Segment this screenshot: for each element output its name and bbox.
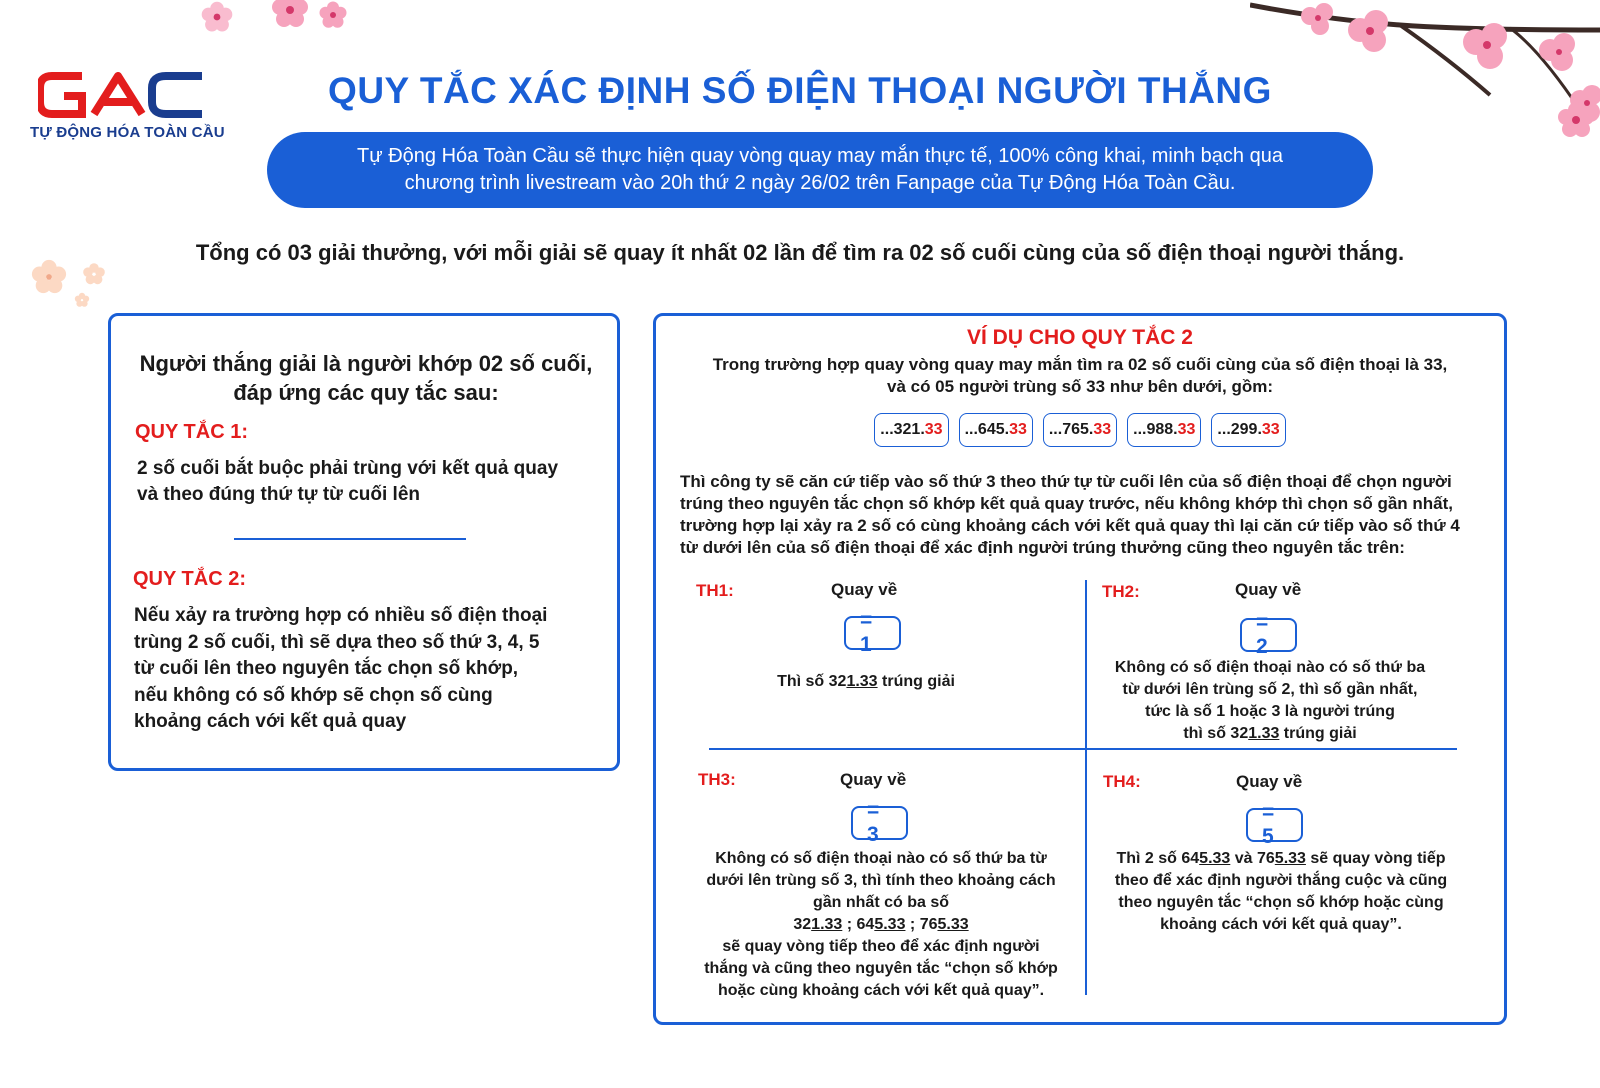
case-3-text-part: ; <box>842 916 857 933</box>
phone-number-chip <box>1127 413 1201 447</box>
case-1-result-badge: = 1 <box>844 616 901 650</box>
rules-divider <box>234 538 466 540</box>
case-4-result-badge: = 5 <box>1246 808 1303 842</box>
blossom-icon <box>200 0 234 34</box>
case-3-line: thắng và cũng theo nguyên tắc “chọn số khớp <box>704 960 1058 977</box>
rule-2-text <box>134 603 604 736</box>
example-explanation <box>680 471 1490 559</box>
phone-number-chip <box>874 413 948 447</box>
rule-2-line: khoảng cách với kết quả quay <box>134 711 407 732</box>
case-3-text-part: 64 <box>856 916 875 933</box>
case-2-line: tức là số 1 hoặc 3 là người trúng <box>1145 703 1395 720</box>
case-3-underlined-number: 5.33 <box>874 916 906 933</box>
case-3-label: TH3: <box>698 770 736 789</box>
blossom-icon <box>82 262 106 286</box>
case-4-text-part: 64 <box>1181 850 1200 867</box>
phone-prefix: ...645. <box>964 421 1010 438</box>
case-2-label: TH2: <box>1102 582 1140 601</box>
case-4-line: khoảng cách với kết quả quay”. <box>1160 916 1402 933</box>
case-3-text-part: 32 <box>793 916 812 933</box>
rule-2-line: từ cuối lên theo nguyên tắc chọn số khớp, <box>134 658 519 679</box>
branch-icon <box>1250 0 1600 130</box>
case-1-quay-label: Quay về <box>831 580 898 599</box>
rule-2-line: Nếu xảy ra trường hợp có nhiều số điện thoại <box>134 605 548 626</box>
phone-prefix: ...321. <box>880 421 925 438</box>
case-4-text-part: 76 <box>1257 850 1275 867</box>
phone-prefix: ...988. <box>1133 421 1178 438</box>
rule-2-line: trùng 2 số cuối, thì sẽ dựa theo số thứ 3, 4, 5 <box>134 631 540 653</box>
case-2-line <box>1090 723 1450 745</box>
blossom-icon <box>1556 100 1596 140</box>
company-logo <box>30 72 228 144</box>
rules-intro-line: Người thắng giải là người khớp 02 số cuối, <box>139 351 593 376</box>
phone-suffix: 33 <box>1093 421 1112 438</box>
case-2-line: từ dưới lên trùng số 2, thì số gần nhất, <box>1122 681 1418 698</box>
case-3-underlined-number: 1.33 <box>811 916 843 933</box>
case-3-line: dưới lên trùng số 3, thì tính theo khoảng cách <box>706 872 1056 889</box>
phone-number-list <box>656 413 1504 447</box>
case-4-label: TH4: <box>1103 772 1141 791</box>
case-2-quay-label: Quay về <box>1235 580 1302 599</box>
rule-2-heading: QUY TẮC 2: <box>133 568 246 590</box>
case-1-text-part: Thì số 32 <box>777 673 847 690</box>
case-1-text-part: trúng giải <box>877 673 955 690</box>
rules-intro <box>131 349 601 407</box>
blossom-icon <box>318 0 348 30</box>
case-3-line: sẽ quay vòng tiếp theo để xác định người <box>722 938 1040 955</box>
case-3-text <box>686 848 1076 1002</box>
case-1-underlined-number: 1.33 <box>846 673 878 690</box>
case-3-quay-label: Quay về <box>840 770 907 789</box>
case-3-line: hoặc cùng khoảng cách với kết quả quay”. <box>717 982 1045 999</box>
phone-suffix: 33 <box>924 421 943 438</box>
case-3-text-part: 76 <box>919 916 938 933</box>
case-2-underlined-number: 1.33 <box>1248 725 1280 742</box>
phone-prefix: ...299. <box>1217 421 1262 438</box>
example-box <box>653 313 1507 1025</box>
logo-tagline: TỰ ĐỘNG HÓA TOÀN CẦU <box>30 124 225 141</box>
explanation-line: trúng theo nguyên tắc chọn số khớp kết quả quay trước, nếu không khớp thì chọn số gần nhất, <box>680 494 1453 513</box>
phone-suffix: 33 <box>1261 421 1280 438</box>
gac-logo-icon <box>38 72 206 118</box>
case-3-text-part: ; <box>905 916 920 933</box>
announcement-banner <box>267 132 1373 208</box>
rule-1-heading: QUY TẮC 1: <box>135 421 248 443</box>
case-4-line: theo để xác định người thắng cuộc và cũng <box>1114 872 1448 889</box>
case-3-line: gần nhất có ba số <box>812 894 949 911</box>
case-4-quay-label: Quay về <box>1236 772 1303 791</box>
example-intro-line: và có 05 người trùng số 33 như bên dưới, gồm: <box>886 377 1274 396</box>
example-intro-line: Trong trường hợp quay vòng quay may mắn tìm ra 02 số cuối cùng của số điện thoại là 33, <box>712 355 1448 374</box>
banner-line: Tự Động Hóa Toàn Cầu sẽ thực hiện quay vòng quay may mắn thực tế, 100% công khai, minh bạch qua <box>357 145 1283 167</box>
case-divider-horizontal <box>709 748 1457 750</box>
prize-summary: Tổng có 03 giải thưởng, với mỗi giải sẽ quay ít nhất 02 lần để tìm ra 02 số cuối cùng của số điện thoại người thắng. <box>195 240 1405 265</box>
phone-number-chip <box>1043 413 1117 447</box>
case-4-underlined-number: 5.33 <box>1274 850 1306 867</box>
case-1-text <box>716 671 1016 693</box>
phone-number-chip <box>1211 413 1285 447</box>
case-2-text-part: thì số 32 <box>1183 725 1249 742</box>
blossom-icon <box>30 258 68 296</box>
case-4-text-part: Thì 2 số <box>1116 850 1182 867</box>
case-2-text <box>1090 657 1450 745</box>
case-3-underlined-number: 5.33 <box>937 916 969 933</box>
rule-1-line: và theo đúng thứ tự từ cuối lên <box>137 484 420 505</box>
case-divider-vertical <box>1085 580 1087 995</box>
case-3-line: Không có số điện thoại nào có số thứ ba từ <box>715 850 1047 867</box>
case-4-text-part: sẽ quay vòng tiếp <box>1305 850 1446 867</box>
banner-line: chương trình livestream vào 20h thứ 2 ngày 26/02 trên Fanpage của Tự Động Hóa Toàn Cầu. <box>404 172 1236 194</box>
rule-2-line: nếu không có số khớp sẽ chọn số cùng <box>134 684 493 706</box>
explanation-line: trường hợp lại xảy ra 2 số có cùng khoảng cách với kết quả quay thì lại căn cứ tiếp vào số thứ 4 <box>680 516 1460 535</box>
blossom-icon <box>74 292 90 308</box>
case-2-text-part: trúng giải <box>1279 725 1357 742</box>
rules-intro-line: đáp ứng các quy tắc sau: <box>233 380 499 405</box>
rules-box <box>108 313 620 771</box>
rule-1-text <box>137 456 597 508</box>
case-4-line: theo nguyên tắc “chọn số khớp hoặc cùng <box>1118 894 1444 911</box>
rule-1-line: 2 số cuối bắt buộc phải trùng với kết quả quay <box>137 458 559 479</box>
case-3-line <box>686 914 1076 936</box>
example-title: VÍ DỤ CHO QUY TẮC 2 <box>967 326 1193 349</box>
phone-suffix: 33 <box>1177 421 1196 438</box>
case-2-line: Không có số điện thoại nào có số thứ ba <box>1114 659 1426 676</box>
case-3-result-badge: = 3 <box>851 806 908 840</box>
page-title: QUY TẮC XÁC ĐỊNH SỐ ĐIỆN THOẠI NGƯỜI THẮNG <box>328 70 1272 111</box>
case-1-label: TH1: <box>696 581 734 600</box>
case-4-underlined-number: 5.33 <box>1199 850 1231 867</box>
phone-prefix: ...765. <box>1048 421 1094 438</box>
explanation-line: từ dưới lên của số điện thoại để xác định người trúng thưởng cũng theo nguyên tắc trên: <box>680 538 1405 557</box>
explanation-line: Thì công ty sẽ căn cứ tiếp vào số thứ 3 theo thứ tự từ cuối lên của số điện thoại để chọn người <box>680 472 1452 491</box>
example-intro <box>676 354 1484 398</box>
phone-suffix: 33 <box>1009 421 1027 438</box>
case-2-result-badge: = 2 <box>1240 618 1297 652</box>
case-4-line <box>1096 848 1466 870</box>
case-4-text-part: và <box>1230 850 1257 867</box>
blossom-icon <box>270 0 310 30</box>
phone-number-chip <box>959 413 1033 447</box>
case-4-text <box>1096 848 1466 936</box>
